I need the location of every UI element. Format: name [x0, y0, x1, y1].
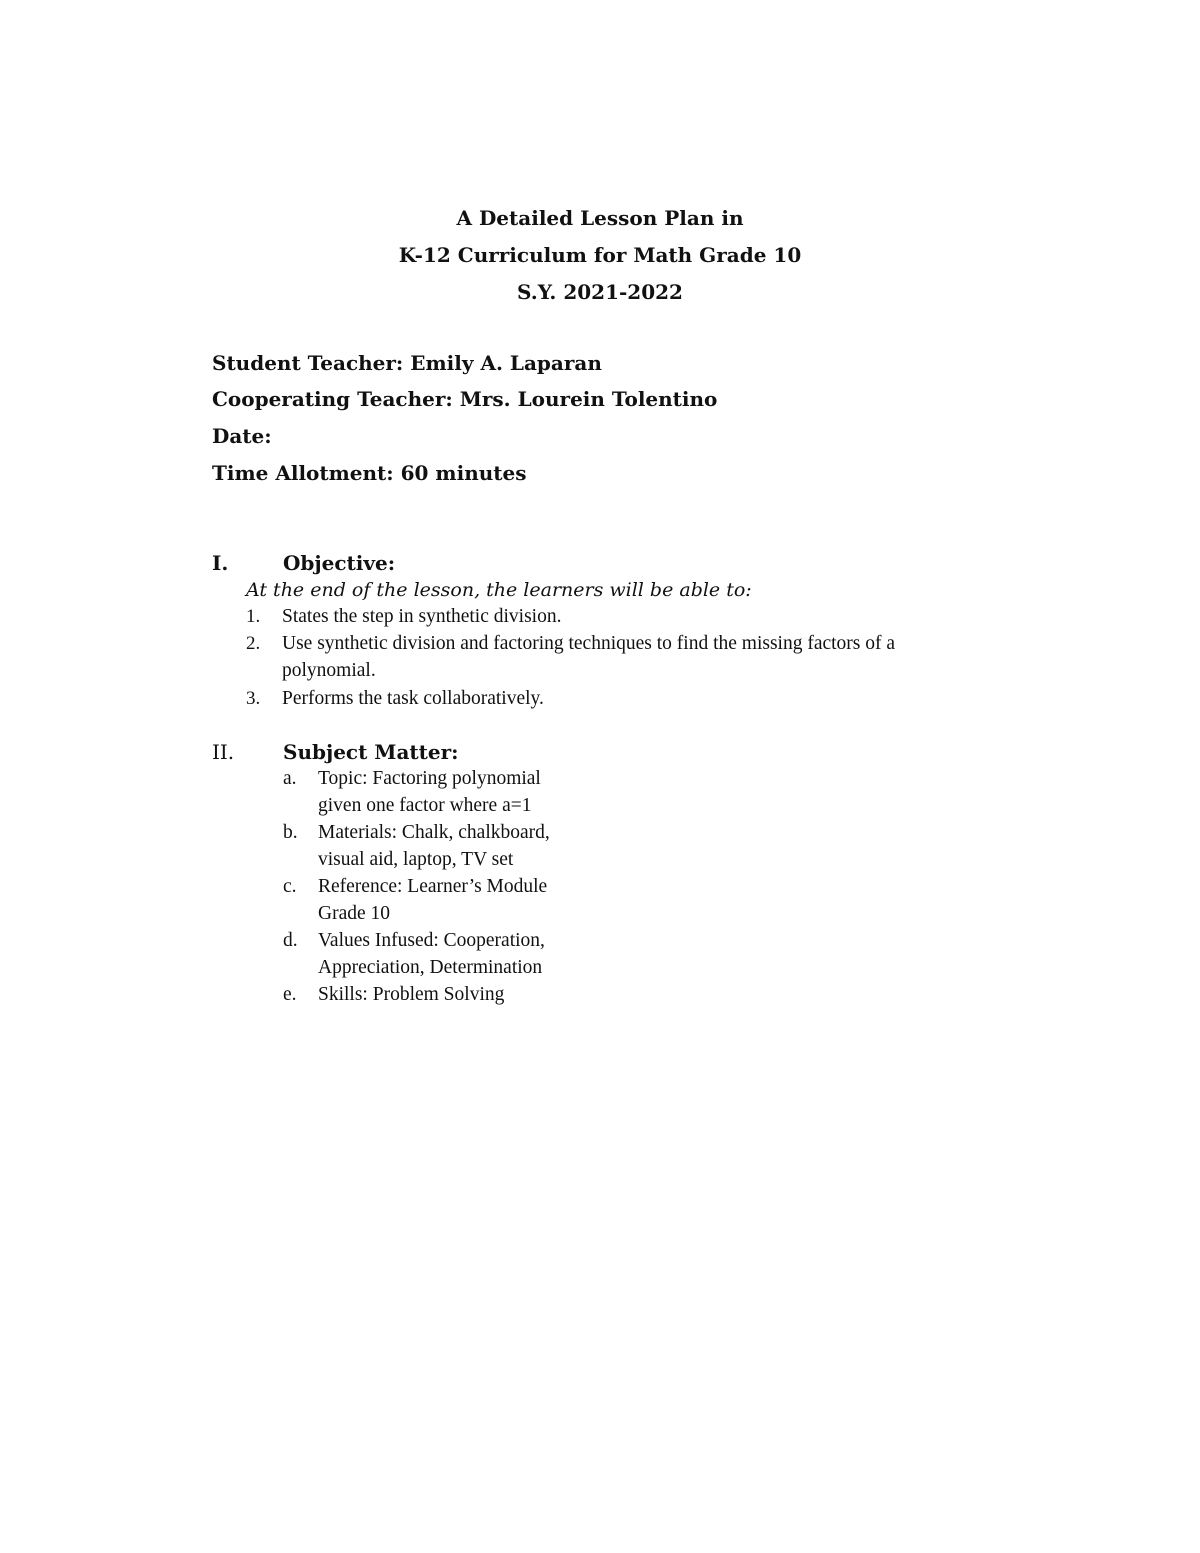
- section-numeral-subject-matter: II.: [212, 740, 235, 764]
- cooperating-teacher: Cooperating Teacher: Mrs. Lourein Tolentino: [212, 387, 718, 411]
- subject-matter-item: [318, 819, 618, 873]
- objective-item-line: Performs the task collaboratively.: [282, 688, 544, 709]
- student-teacher: Student Teacher: Emily A. Laparan: [212, 351, 602, 375]
- subject-matter-item-line: Values Infused: Cooperation,: [318, 930, 545, 951]
- subject-matter-marker: a.: [283, 768, 297, 789]
- subject-matter-item-line: Grade 10: [318, 903, 391, 924]
- objective-item-line: States the step in synthetic division.: [282, 606, 562, 627]
- objective-item: [282, 630, 1042, 684]
- date-label: Date:: [212, 424, 272, 448]
- objective-item-line: Use synthetic division and factoring techniques to find the missing factors of a: [282, 633, 896, 654]
- subject-matter-marker: d.: [283, 930, 298, 951]
- objective-item: [282, 603, 1042, 630]
- subject-matter-item-line: given one factor where a=1: [318, 795, 532, 816]
- title-line-1: A Detailed Lesson Plan in: [456, 206, 744, 230]
- subject-matter-item-line: Reference: Learner’s Module: [318, 876, 548, 897]
- objective-item-line: polynomial.: [282, 660, 376, 681]
- section-numeral-objective: I.: [212, 551, 229, 575]
- subject-matter-marker: b.: [283, 822, 298, 843]
- subject-matter-marker: e.: [283, 984, 297, 1005]
- time-allotment: Time Allotment: 60 minutes: [212, 461, 527, 485]
- subject-matter-item-line: visual aid, laptop, TV set: [318, 849, 514, 870]
- objective-item: [282, 685, 1042, 712]
- section-heading-subject-matter: Subject Matter:: [283, 740, 459, 764]
- subject-matter-item-line: Skills: Problem Solving: [318, 984, 505, 1005]
- objective-intro: At the end of the lesson, the learners will be able to:: [246, 579, 752, 601]
- subject-matter-item: [318, 927, 618, 981]
- subject-matter-marker: c.: [283, 876, 297, 897]
- subject-matter-item: [318, 765, 618, 819]
- objective-marker: 2.: [246, 633, 261, 654]
- subject-matter-item: [318, 873, 618, 927]
- subject-matter-item-line: Topic: Factoring polynomial: [318, 768, 541, 789]
- objective-marker: 3.: [246, 688, 261, 709]
- subject-matter-item: [318, 981, 618, 1008]
- objective-marker: 1.: [246, 606, 261, 627]
- subject-matter-item-line: Materials: Chalk, chalkboard,: [318, 822, 550, 843]
- subject-matter-item-line: Appreciation, Determination: [318, 957, 543, 978]
- section-heading-objective: Objective:: [283, 551, 396, 575]
- title-line-2: K-12 Curriculum for Math Grade 10: [398, 243, 802, 267]
- title-line-3: S.Y. 2021-2022: [517, 280, 683, 304]
